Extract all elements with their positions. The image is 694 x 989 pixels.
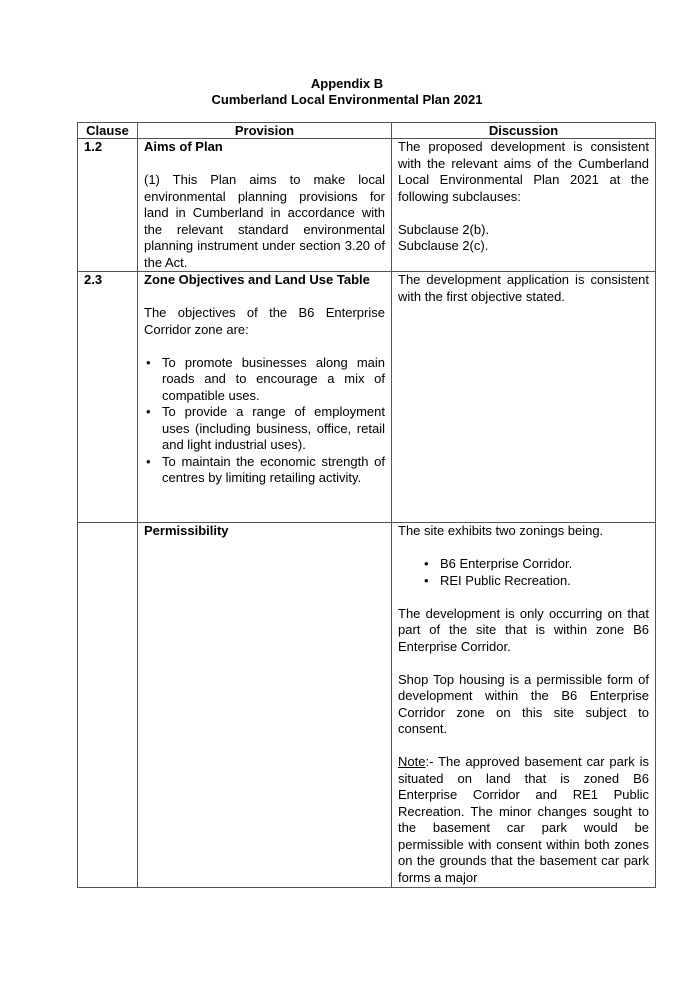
discussion-text: The proposed development is consistent with the relevant aims of the Cumberland Local Environmental Plan 2021 at the following subclauses: (398, 139, 649, 204)
provision-title: Aims of Plan (144, 139, 223, 154)
clause-number (78, 523, 138, 888)
discussion-cell (392, 523, 656, 888)
clause-number: 2.3 (78, 272, 138, 523)
provision-intro: The objectives of the B6 Enterprise Corridor zone are: (144, 305, 385, 337)
table-row (78, 523, 656, 888)
table-row (78, 139, 656, 272)
note-text: :- The approved basement car park is situated on land that is zoned B6 Enterprise Corridor and RE1 Public Recreation. The minor changes sought to the basement car park would be permissible with consent within both zones on the grounds that the basement car park forms a major (398, 754, 649, 885)
discussion-cell (392, 272, 656, 523)
appendix-label: Appendix B (310, 76, 384, 91)
discussion-paragraph: Shop Top housing is a permissible form of development within the B6 Enterprise Corridor zone on this site subject to consent. (398, 671, 649, 736)
provision-cell (138, 272, 392, 523)
plan-title: Cumberland Local Environmental Plan 2021 (211, 92, 483, 107)
note-paragraph (398, 754, 649, 886)
discussion-paragraph: The development is only occurring on that part of the site that is within zone B6 Enterprise Corridor. (398, 605, 649, 654)
provision-cell (138, 523, 392, 888)
provision-header: Provision (138, 123, 392, 139)
note-label: Note (398, 754, 426, 769)
discussion-header: Discussion (392, 123, 656, 139)
list-item: • To maintain the economic strength of centres by limiting retailing activity. (144, 454, 385, 487)
provision-title: Zone Objectives and Land Use Table (144, 272, 370, 287)
provision-title: Permissibility (144, 523, 229, 538)
list-item: • REI Public Recreation. (440, 573, 649, 590)
discussion-cell (392, 139, 656, 272)
clause-header: Clause (78, 123, 138, 139)
discussion-text: The development application is consistent with the first objective stated. (398, 272, 649, 304)
clause-number: 1.2 (78, 139, 138, 272)
list-item: • To promote businesses along main roads and to encourage a mix of compatible uses. (144, 355, 385, 405)
objectives-list (144, 355, 385, 487)
subclause-item: Subclause 2(c). (398, 238, 489, 253)
zonings-list (398, 556, 649, 589)
table-header-row (78, 123, 656, 139)
document-heading (0, 76, 694, 108)
provision-cell (138, 139, 392, 272)
table-row (78, 272, 656, 523)
subclause-item: Subclause 2(b). (398, 221, 490, 237)
provision-text: (1) This Plan aims to make local environmental planning provisions for land in Cumberland in accordance with the relevant standard environmental planning instrument under section 3.20 of the Act. (144, 172, 385, 270)
discussion-intro: The site exhibits two zonings being. (398, 523, 604, 538)
list-item: • To provide a range of employment uses (including business, office, retail and light industrial uses). (144, 404, 385, 454)
list-item: • B6 Enterprise Corridor. (440, 556, 649, 573)
assessment-table (77, 122, 656, 888)
